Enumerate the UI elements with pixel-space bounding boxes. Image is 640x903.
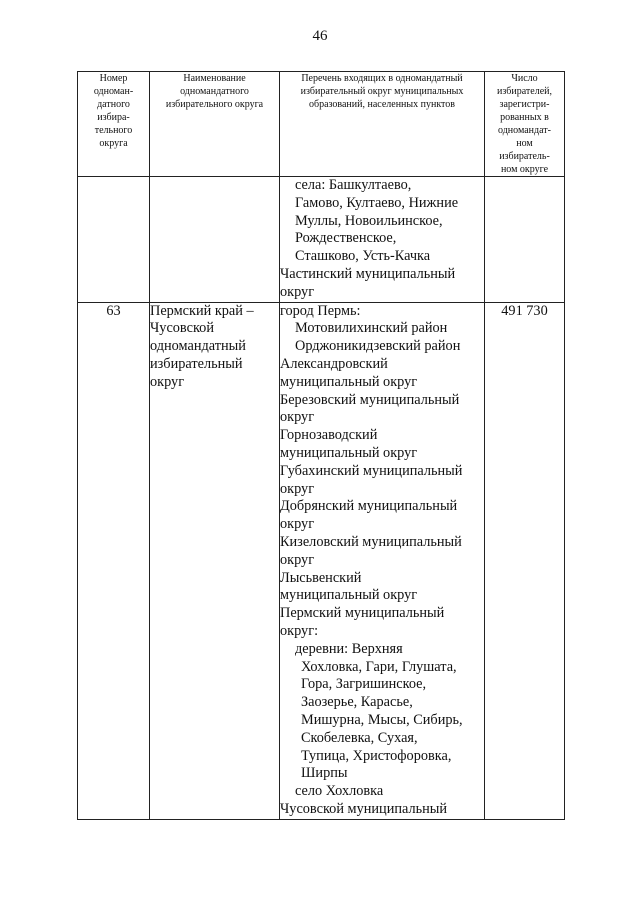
list-line: Сташково, Усть-Качка [295, 248, 431, 265]
header-district-name [150, 72, 280, 177]
text-line: одномандатного [180, 86, 249, 97]
text-line: рованных в [500, 112, 549, 123]
list-line: Скобелевка, Сухая, [301, 729, 418, 746]
continuation-number-cell [78, 177, 150, 303]
list-line: Кизеловский муниципальный [280, 533, 462, 550]
text-line: Пермский край – [150, 302, 254, 319]
list-line: Муллы, Новоильинское, [295, 212, 443, 229]
header-district-number [78, 72, 150, 177]
text-line: одномандат- [498, 125, 551, 136]
list-line: Мотовилихинский район [295, 320, 448, 337]
list-line: Гора, Загришинское, [301, 676, 427, 693]
district-number: 63 [78, 302, 150, 819]
text-line: зарегистри- [499, 99, 550, 110]
list-line: Гамово, Култаево, Нижние [295, 194, 459, 211]
text-line: одноман- [93, 86, 134, 97]
list-line: Орджоникидзевский район [295, 338, 461, 355]
list-line: округ [280, 480, 315, 497]
table-row-continuation [78, 177, 565, 303]
list-line: муниципальный округ [280, 444, 418, 461]
text-line: ном [516, 138, 533, 149]
list-line: муниципальный округ [280, 373, 418, 390]
text-line: Число [511, 73, 538, 84]
text-line: избирательного округа [165, 99, 264, 110]
page-number: 46 [312, 28, 328, 44]
district-name [150, 302, 280, 819]
list-line: Александровский [280, 355, 388, 372]
text-line: ном округе [500, 164, 549, 175]
text-line: датного [97, 99, 130, 110]
text-line: округ [150, 373, 185, 390]
text-line: избирателей, [496, 86, 552, 97]
list-line: округ: [280, 622, 319, 639]
list-line: деревни: Верхняя [295, 640, 403, 657]
text-line: одномандатный [150, 338, 246, 355]
list-line: округ [280, 283, 315, 300]
list-line: Заозерье, Карасье, [301, 694, 413, 711]
list-line: село Хохловка [295, 783, 384, 800]
list-line: Пермский муниципальный [280, 605, 445, 622]
list-line: Березовский муниципальный [280, 391, 460, 408]
header-municipalities-list [280, 72, 485, 177]
list-line: муниципальный округ [280, 587, 418, 604]
text-line: избиратель- [499, 151, 550, 162]
text-line: избирательный округ муниципальных [300, 86, 464, 97]
list-line: Горнозаводский [280, 427, 378, 444]
text-line: образований, населенных пунктов [308, 99, 456, 110]
text-line: тельного [94, 125, 133, 136]
districts-table [77, 71, 565, 820]
district-municipalities-list [280, 302, 485, 819]
continuation-voters-cell [485, 177, 565, 303]
text-line: округа [99, 138, 128, 149]
list-line: Губахинский муниципальный [280, 462, 463, 479]
continuation-list-cell [280, 177, 485, 303]
table-row-district-63 [78, 302, 565, 819]
table-header-row [78, 72, 565, 177]
list-line: округ [280, 551, 315, 568]
list-line: город Пермь: [280, 302, 361, 319]
text-line: Номер [99, 73, 128, 84]
list-line: Лысьвенский [280, 569, 362, 586]
text-line: избира- [97, 112, 130, 123]
list-line: Чусовской муниципальный [280, 800, 448, 817]
text-line: Перечень входящих в одномандатный [301, 73, 463, 84]
text-line: Чусовской [150, 320, 214, 337]
list-line: Частинский муниципальный [280, 265, 456, 282]
district-voters-count: 491 730 [485, 302, 565, 819]
list-line: Мишурна, Мысы, Сибирь, [301, 711, 463, 728]
continuation-name-cell [150, 177, 280, 303]
list-line: Ширпы [301, 765, 348, 782]
list-line: Тупица, Христофоровка, [301, 747, 452, 764]
text-line: Наименование [183, 73, 246, 84]
list-line: округ [280, 409, 315, 426]
text-line: избирательный [150, 355, 243, 372]
list-line: Добрянский муниципальный [280, 498, 458, 515]
header-voters-count [485, 72, 565, 177]
list-line: округ [280, 516, 315, 533]
list-line: села: Башкултаево, [295, 177, 412, 193]
list-line: Хохловка, Гари, Глушата, [301, 658, 457, 675]
list-line: Рождественское, [295, 230, 397, 247]
